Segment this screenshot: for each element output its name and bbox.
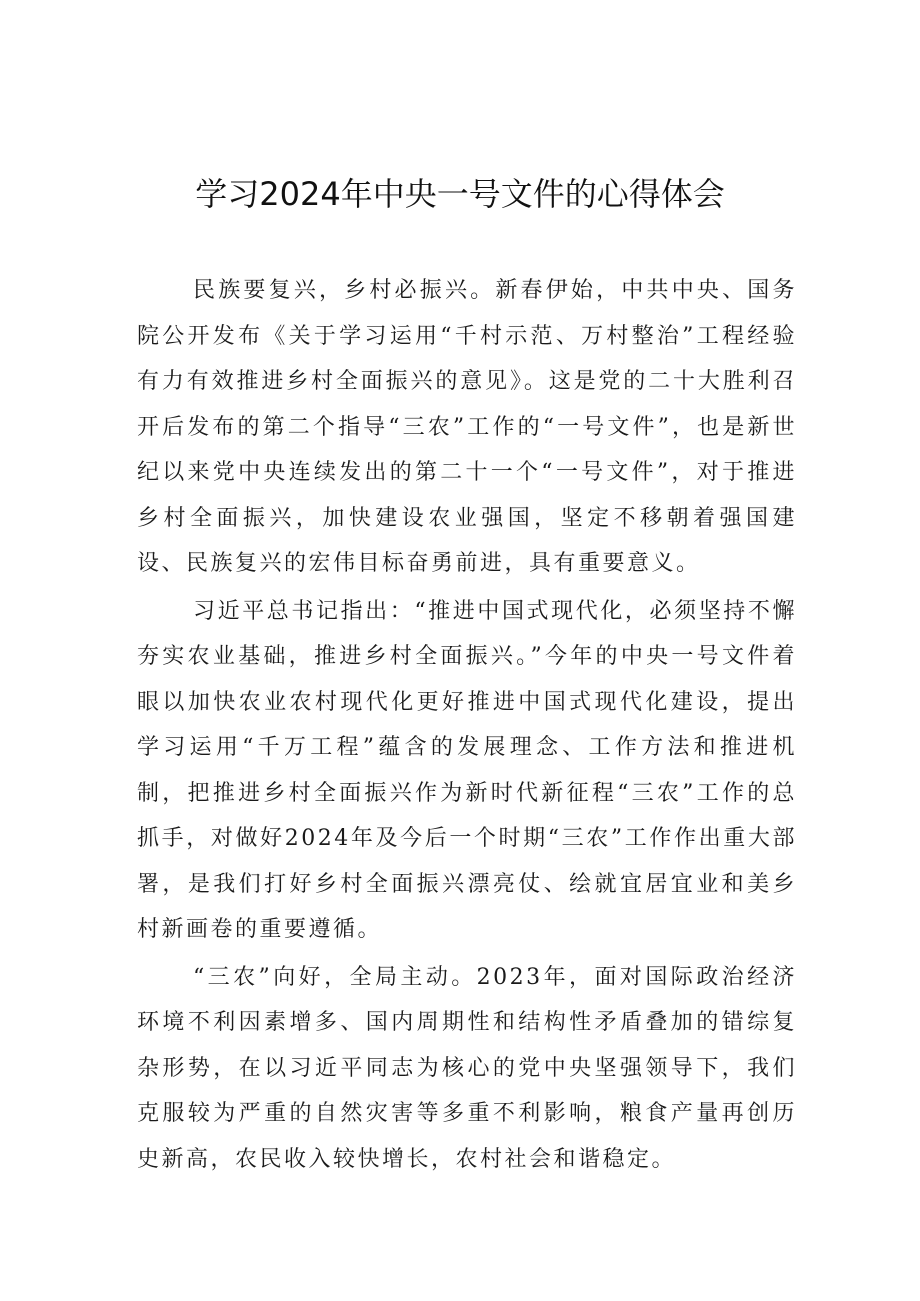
paragraph-2: 习近平总书记指出：“推进中国式现代化，必须坚持不懈夯实农业基础，推进乡村全面振兴。”今年的中央一号文件着眼以加快农业农村现代化更好推进中国式现代化建设，提出学习运用“千万工程”蕴含的发展理念、工作方法和推进机制，把推进乡村全面振兴作为新时代新征程“三农”工作的总抓手，对做好2024年及今后一个时期“三农”工作作出重大部署，是我们打好乡村全面振兴漂亮仗、绘就宜居宜业和美乡村新画卷的重要遵循。 — [137, 598, 797, 942]
paragraph-3: “三农”向好，全局主动。2023年，面对国际政治经济环境不利因素增多、国内周期性和结构性矛盾叠加的错综复杂形势，在以习近平同志为核心的党中央坚强领导下，我们克服较为严重的自然灾害等多重不利影响，粮食产量再创历史新高，农民收入较快增长，农村社会和谐稳定。 — [137, 964, 797, 1172]
document-title: 学习2024年中央一号文件的心得体会 — [195, 175, 725, 213]
paragraph-1: 民族要复兴，乡村必振兴。新春伊始，中共中央、国务院公开发布《关于学习运用“千村示范、万村整治”工程经验有力有效推进乡村全面振兴的意见》。这是党的二十大胜利召开后发布的第二个指导“三农”工作的“一号文件”，也是新世纪以来党中央连续发出的第二十一个“一号文件”，对于推进乡村全面振兴，加快建设农业强国，坚定不移朝着强国建设、民族复兴的宏伟目标奋勇前进，具有重要意义。 — [137, 278, 797, 576]
document-body — [137, 268, 797, 1182]
